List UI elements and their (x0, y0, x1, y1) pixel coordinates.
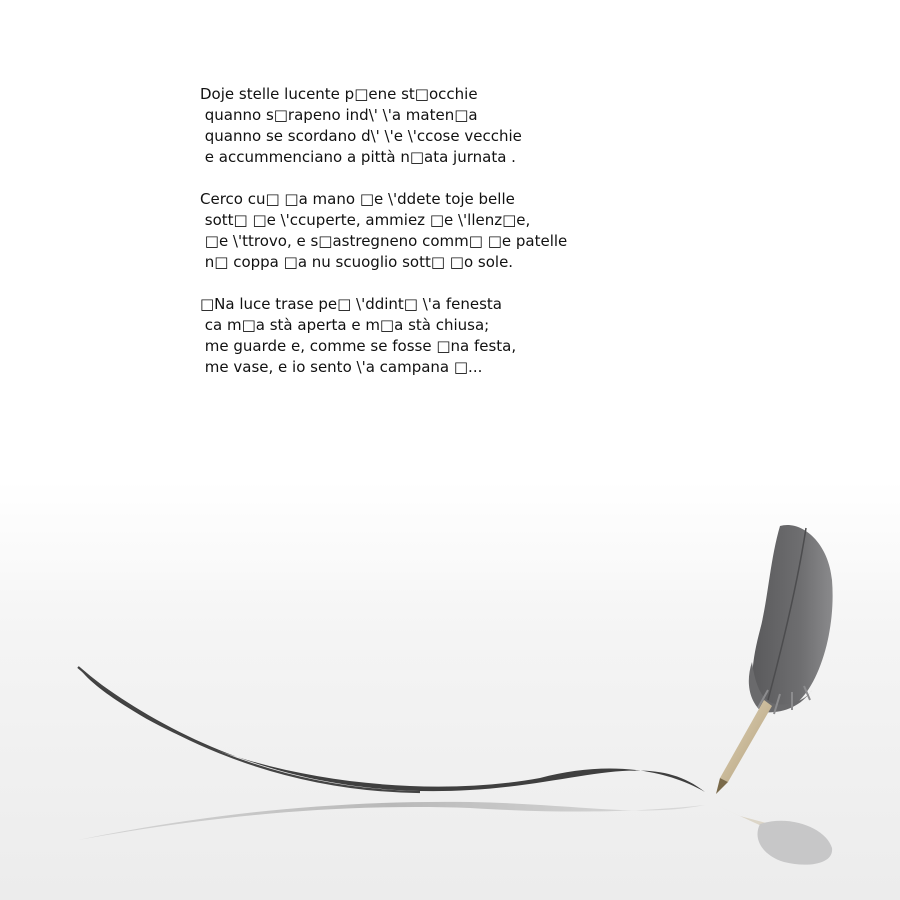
poem-line: quanno se scordano d\' \'e \'ccose vecchie (200, 127, 522, 145)
poem-line: □Na luce trase pe□ \'ddint□ \'a fenesta (200, 295, 502, 313)
poem-line: sott□ □e \'ccuperte, ammiez □e \'llenz□e, (200, 211, 531, 229)
poem-line: ca m□a stà aperta e m□a stà chiusa; (200, 316, 490, 334)
poem-line: me vase, e io sento \'a campana □... (200, 358, 483, 376)
poem-line: Doje stelle lucente p□ene st□occhie (200, 85, 478, 103)
ink-reflection (78, 802, 705, 840)
poem-line: □e \'ttrovo, e s□astregneno comm□ □e patelle (200, 232, 568, 250)
poem-line: e accummenciano a pittà n□ata jurnata . (200, 148, 516, 166)
ink-stroke-tail (78, 667, 420, 792)
quill-pen-icon (716, 525, 833, 794)
poem-line: Cerco cu□ □a mano □e \'ddete toje belle (200, 190, 515, 208)
poem-line: me guarde e, comme se fosse □na festa, (200, 337, 517, 355)
poem-line: n□ coppa □a nu scuoglio sott□ □o sole. (200, 253, 514, 271)
quill-reflection (718, 806, 832, 865)
poem-line: quanno s□rapeno ind\' \'a maten□a (200, 106, 478, 124)
